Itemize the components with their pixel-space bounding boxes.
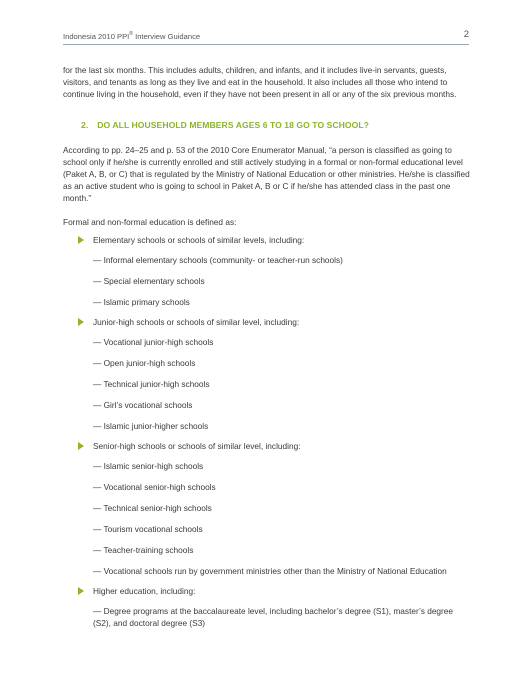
bullet-higher-education <box>63 585 471 597</box>
intro-paragraph: for the last six months. This includes adults, children, and infants, and it includes live-in servants, guests, visitors, and tenants as long as they live and eat in the household. It also includes all those who intend to continue living in the household, even if they have not been present in all or any of the six previous months. <box>63 65 457 99</box>
sub-item: — Technical senior-high schools <box>93 503 212 513</box>
bullet-elementary <box>63 234 471 246</box>
sub-item: — Teacher-training schools <box>93 545 194 555</box>
triangle-bullet-icon <box>78 587 84 595</box>
registered-mark: ® <box>129 31 133 37</box>
sub-item: — Vocational junior-high schools <box>93 337 214 347</box>
sub-item: — Degree programs at the baccalaureate level, including bachelor’s degree (S1), master’s degree (S2), and doctoral degree (S3) <box>93 606 454 628</box>
definition-paragraph: According to pp. 24–25 and p. 53 of the 2010 Core Enumerator Manual, “a person is classified as going to school only if he/she is currently enrolled and still actively studying in a formal or non-formal educational level (Paket A, B, or C) that is regulated by the Ministry of National Education or other ministries. He/she is classified as an active student who is going to school in Paket A, B or C if he/she has attended class in the past one month.” <box>63 145 470 203</box>
sub-item: — Tourism vocational schools <box>93 524 203 534</box>
bullet-label: Elementary schools or schools of similar levels, including: <box>93 235 305 245</box>
triangle-bullet-icon <box>78 318 84 326</box>
header-title <box>63 31 200 41</box>
education-levels-list <box>63 234 471 629</box>
triangle-bullet-icon <box>78 236 84 244</box>
sub-item: — Vocational senior-high schools <box>93 482 216 492</box>
section-number: 2. <box>81 120 89 130</box>
sub-item: — Special elementary schools <box>93 276 205 286</box>
bullet-label: Higher education, including: <box>93 586 196 596</box>
section-title: DO ALL HOUSEHOLD MEMBERS AGES 6 TO 18 GO TO SCHOOL? <box>97 120 369 130</box>
sub-item: — Islamic primary schools <box>93 297 190 307</box>
sub-item: — Vocational schools run by government ministries other than the Ministry of National Education <box>93 566 447 576</box>
page-header <box>63 31 469 41</box>
page-body <box>63 64 471 637</box>
section-heading <box>81 119 471 131</box>
sub-item: — Informal elementary schools (community- or teacher-run schools) <box>93 255 343 265</box>
bullet-label: Senior-high schools or schools of similar level, including: <box>93 441 301 451</box>
formal-education-intro: Formal and non-formal education is defined as: <box>63 217 237 227</box>
sub-item: — Islamic senior-high schools <box>93 461 204 471</box>
sub-item: — Girl’s vocational schools <box>93 400 193 410</box>
header-rule <box>63 44 469 45</box>
header-title-suffix: Interview Guidance <box>132 32 201 41</box>
sub-item: — Technical junior-high schools <box>93 379 210 389</box>
triangle-bullet-icon <box>78 442 84 450</box>
page-number: 2 <box>463 29 469 40</box>
sub-item: — Open junior-high schools <box>93 358 196 368</box>
bullet-junior-high <box>63 316 471 328</box>
bullet-senior-high <box>63 440 471 452</box>
bullet-label: Junior-high schools or schools of similar level, including: <box>93 317 300 327</box>
header-title-text: Indonesia 2010 PPI <box>63 32 130 41</box>
sub-item: — Islamic junior-higher schools <box>93 421 209 431</box>
